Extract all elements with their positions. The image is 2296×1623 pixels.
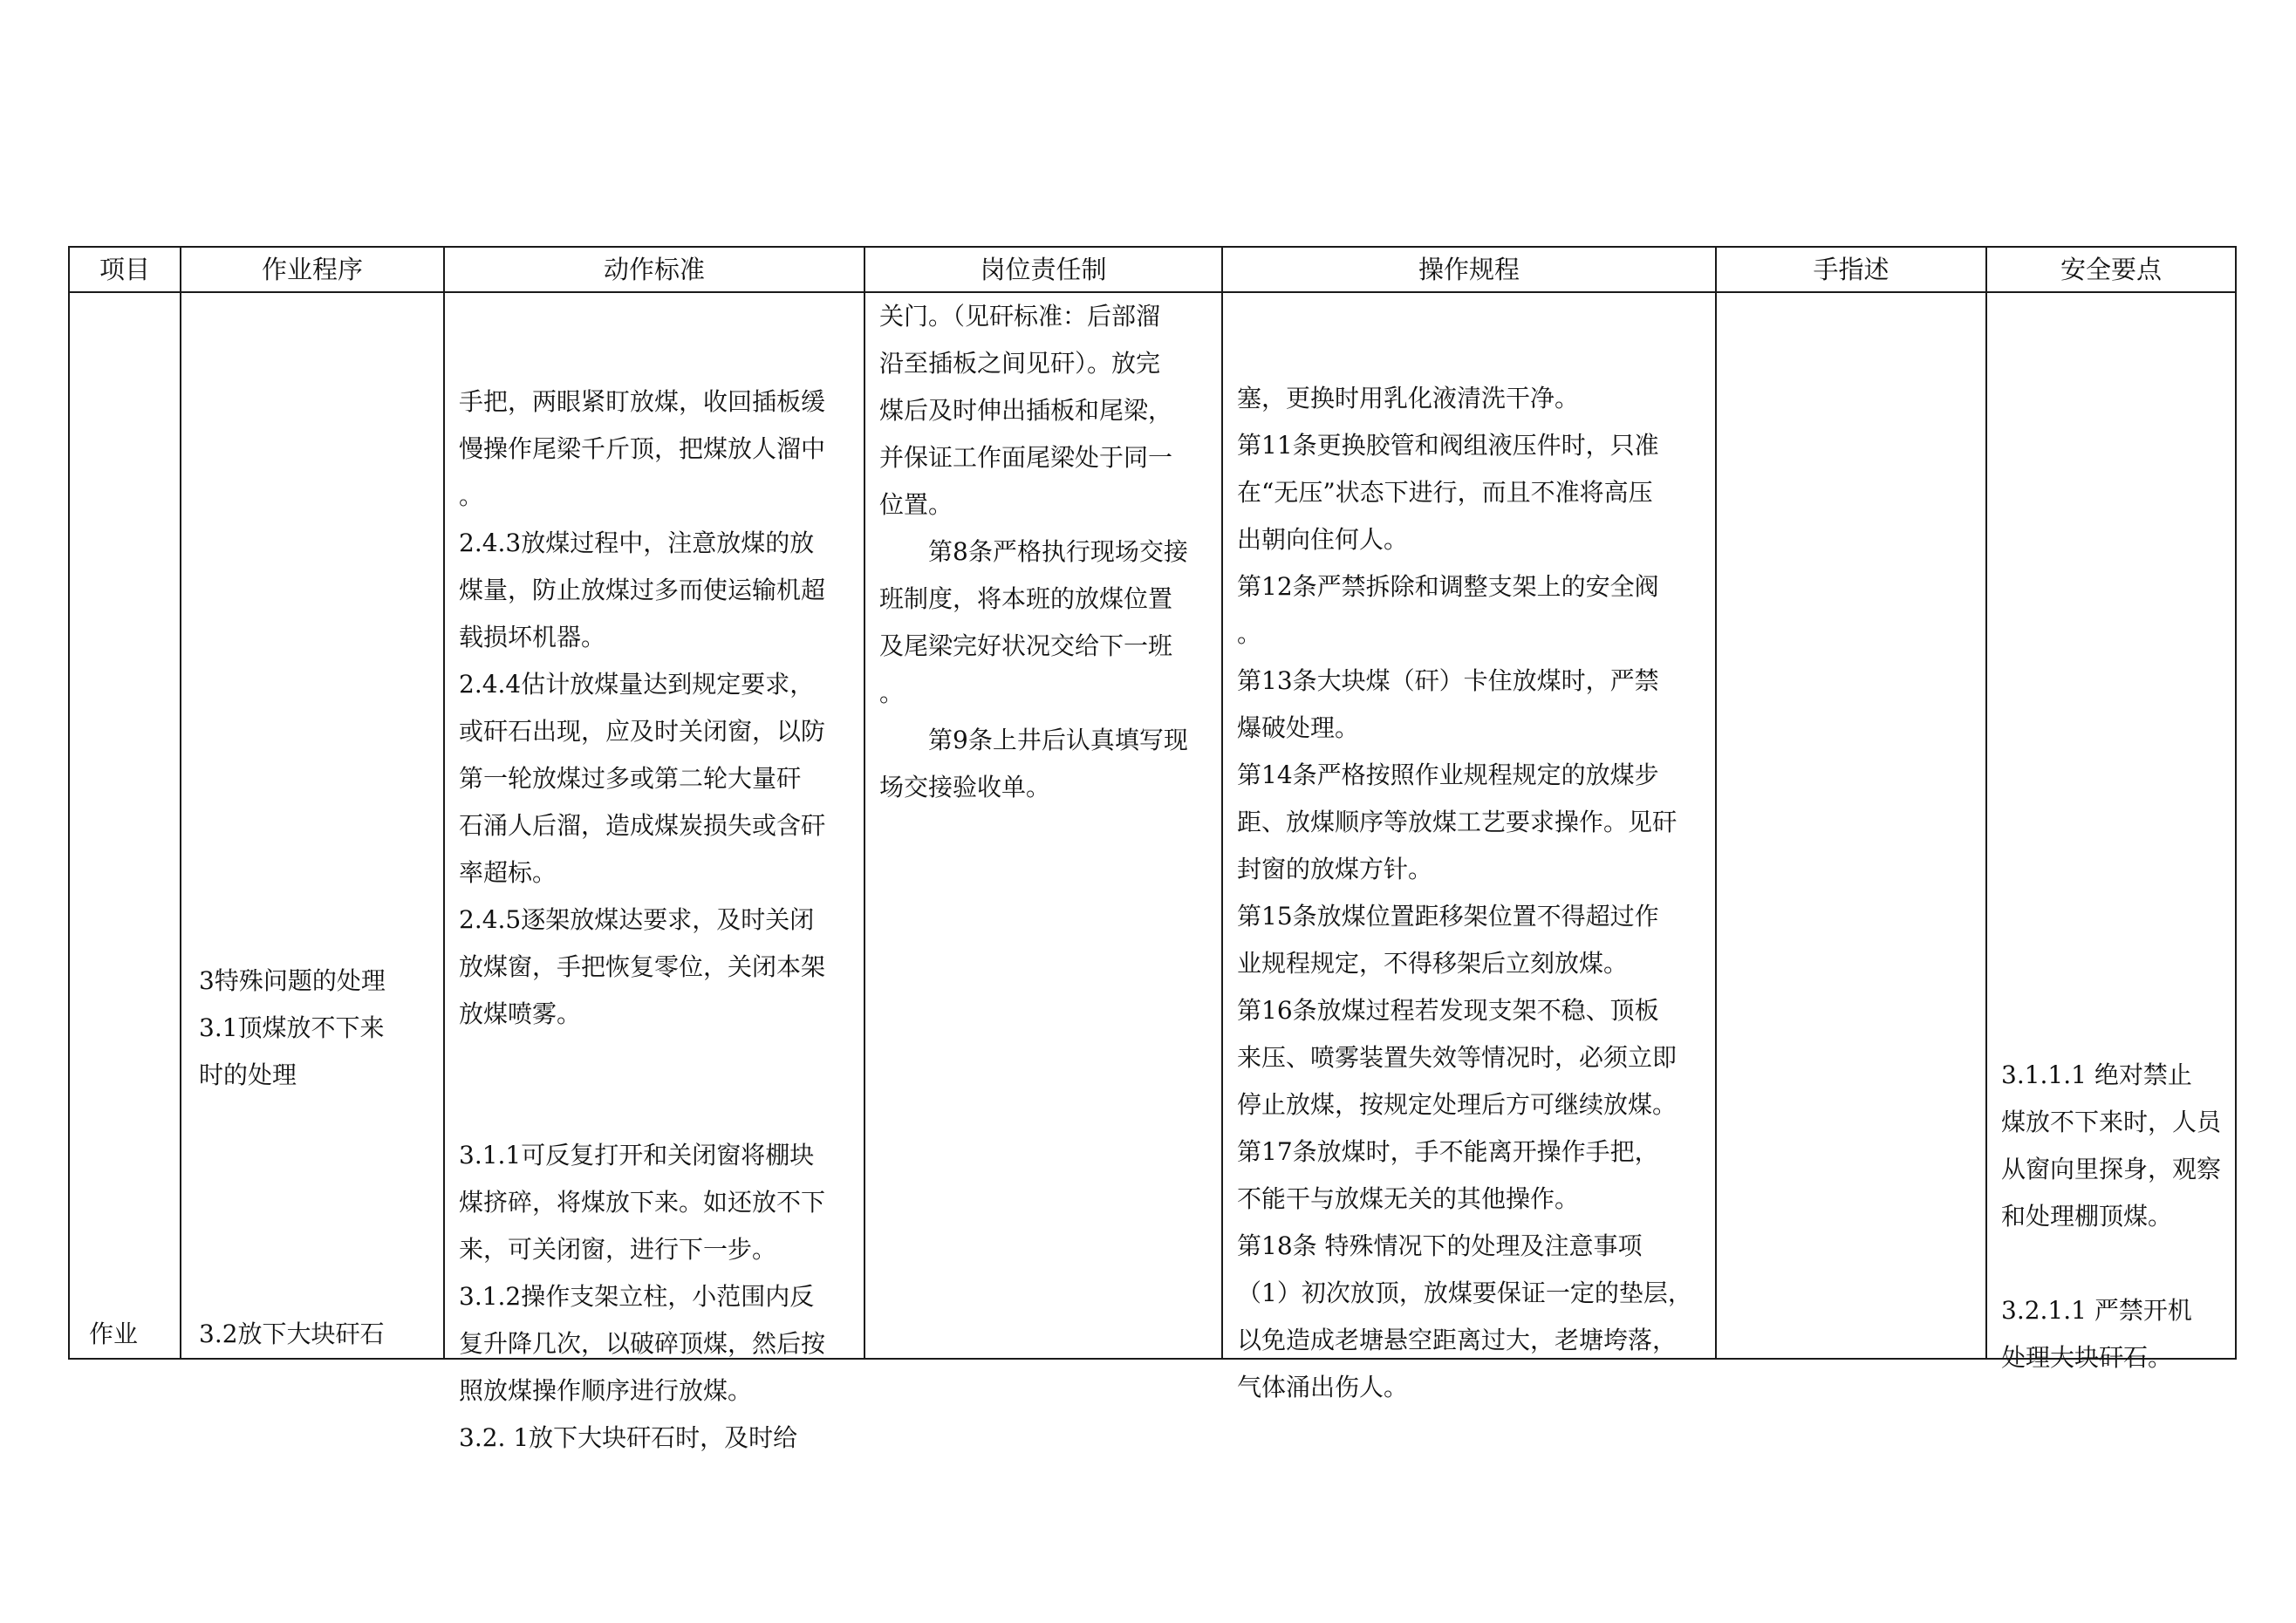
header-operating-rules: 操作规程 (1222, 247, 1716, 292)
duty-line: 场交接验收单。 (879, 773, 1051, 801)
project-label: 作业 (89, 1320, 139, 1348)
action-line: 手把，两眼紧盯放煤，收回插板缓 (459, 387, 826, 416)
duty-line: 并保证工作面尾梁处于同一 (879, 443, 1173, 472)
rule-line: 在“无压”状态下进行，而且不准将高压 (1237, 478, 1653, 507)
duty-line: 沿至插板之间见矸）。放完 (879, 349, 1161, 378)
safety-line: 煤放不下来时，人员 (2001, 1108, 2221, 1136)
duty-line: 及尾梁完好状况交给下一班 (879, 631, 1173, 660)
safety-line: 处理大块矸石。 (2001, 1343, 2173, 1372)
rule-line: 。 (1237, 619, 1262, 648)
duty-line: 关门。（见矸标准：后部溜 (879, 302, 1161, 331)
action-line: 或矸石出现，应及时关闭窗，以防 (459, 717, 826, 746)
body-row (69, 292, 2236, 1359)
cell-procedure (181, 292, 444, 1359)
action-line: 慢操作尾梁千斤顶，把煤放人溜中 (459, 434, 826, 463)
duty-line: 煤后及时伸出插板和尾梁， (879, 396, 1173, 425)
rule-line: 第18条 特殊情况下的处理及注意事项 (1237, 1231, 1643, 1260)
rule-line: 爆破处理。 (1237, 713, 1360, 742)
header-safety-points: 安全要点 (1986, 247, 2236, 292)
cell-safety-points (1986, 292, 2236, 1372)
action-line: 载损坏机器。 (459, 623, 606, 651)
action-line: 2.4.4估计放煤量达到规定要求， (459, 670, 815, 699)
safety-line: 从窗向里探身，观察 (2001, 1155, 2221, 1183)
cell-project (69, 292, 181, 1359)
safety-line: 3.2.1.1 严禁开机 (2001, 1296, 2192, 1325)
procedure-line: 时的处理 (199, 1060, 297, 1089)
rule-line: 气体涌出伤人。 (1237, 1373, 1409, 1401)
rule-line: 距、放煤顺序等放煤工艺要求操作。见矸 (1237, 808, 1678, 836)
action-line: 。 (459, 481, 484, 510)
action-line: 2.4.5逐架放煤达要求，及时关闭 (459, 905, 815, 934)
action-line: 煤挤碎，将煤放下来。如还放不下 (459, 1188, 826, 1217)
action-line: 3.2. 1放下大块矸石时，及时给 (459, 1423, 798, 1452)
rule-line: 第13条大块煤（矸）卡住放煤时，严禁 (1237, 666, 1659, 695)
action-line: 煤量，防止放煤过多而使运输机超 (459, 576, 826, 604)
rule-line: 出朝向住何人。 (1237, 525, 1409, 554)
rule-line: 来压、喷雾装置失效等情况时，必须立即 (1237, 1043, 1678, 1072)
rule-line: 停止放煤，按规定处理后方可继续放煤。 (1237, 1090, 1678, 1119)
rule-line: 不能干与放煤无关的其他操作。 (1237, 1184, 1580, 1213)
cell-operating-rules (1222, 292, 1716, 1401)
procedure-table (68, 246, 2237, 1452)
rule-line: 第15条放煤位置距移架位置不得超过作 (1237, 902, 1659, 931)
header-action-standard: 动作标准 (444, 247, 864, 292)
rule-line: （1）初次放顶，放煤要保证一定的垫层， (1237, 1279, 1692, 1307)
safety-line: 3.1.1.1 绝对禁止 (2001, 1060, 2192, 1089)
rule-line: 业规程规定，不得移架后立刻放煤。 (1237, 949, 1629, 978)
action-line: 复升降几次，以破碎顶煤，然后按 (459, 1329, 826, 1358)
rule-line: 第11条更换胶管和阀组液压件时，只准 (1237, 431, 1659, 460)
rule-line: 封窗的放煤方针。 (1237, 855, 1433, 883)
duty-line: 。 (879, 679, 905, 707)
header-row (69, 247, 2236, 292)
header-project: 项目 (69, 247, 181, 292)
rule-line: 以免造成老塘悬空距离过大，老塘垮落， (1237, 1326, 1678, 1354)
cell-gesture (1716, 292, 1986, 1359)
header-duty: 岗位责任制 (864, 247, 1222, 292)
rule-line: 塞，更换时用乳化液清洗干净。 (1237, 384, 1580, 413)
action-line: 第一轮放煤过多或第二轮大量矸 (459, 764, 802, 793)
action-line: 放煤喷雾。 (459, 999, 582, 1028)
procedure-line: 3特殊问题的处理 (199, 966, 386, 995)
action-line: 2.4.3放煤过程中，注意放煤的放 (459, 528, 815, 557)
cell-duty (864, 292, 1222, 1359)
safety-line: 和处理棚顶煤。 (2001, 1202, 2173, 1231)
action-line: 照放煤操作顺序进行放煤。 (459, 1376, 753, 1405)
rule-line: 第17条放煤时，手不能离开操作手把， (1237, 1137, 1659, 1166)
header-procedure: 作业程序 (181, 247, 444, 292)
header-gesture: 手指述 (1716, 247, 1986, 292)
duty-line: 班制度，将本班的放煤位置 (879, 584, 1173, 613)
gesture-text (1731, 293, 1971, 340)
action-line: 石涌人后溜，造成煤炭损失或含矸 (459, 811, 826, 840)
action-line: 放煤窗，手把恢复零位，关闭本架 (459, 952, 826, 981)
action-line: 3.1.1可反复打开和关闭窗将棚块 (459, 1141, 815, 1170)
cell-action-standard (444, 292, 864, 1452)
rule-line: 第14条严格按照作业规程规定的放煤步 (1237, 760, 1659, 789)
action-line: 来，可关闭窗，进行下一步。 (459, 1235, 777, 1264)
rule-line: 第16条放煤过程若发现支架不稳、顶板 (1237, 996, 1659, 1025)
procedure-line: 3.2放下大块矸石 (199, 1320, 385, 1348)
duty-line: 位置。 (879, 490, 953, 519)
action-line: 率超标。 (459, 858, 557, 887)
rule-line: 第12条严禁拆除和调整支架上的安全阀 (1237, 572, 1659, 601)
procedure-line: 3.1顶煤放不下来 (199, 1013, 385, 1042)
duty-line: 第8条严格执行现场交接 (928, 537, 1188, 566)
action-line: 3.1.2操作支架立柱，小范围内反 (459, 1282, 815, 1311)
duty-line: 第9条上井后认真填写现 (928, 726, 1188, 754)
